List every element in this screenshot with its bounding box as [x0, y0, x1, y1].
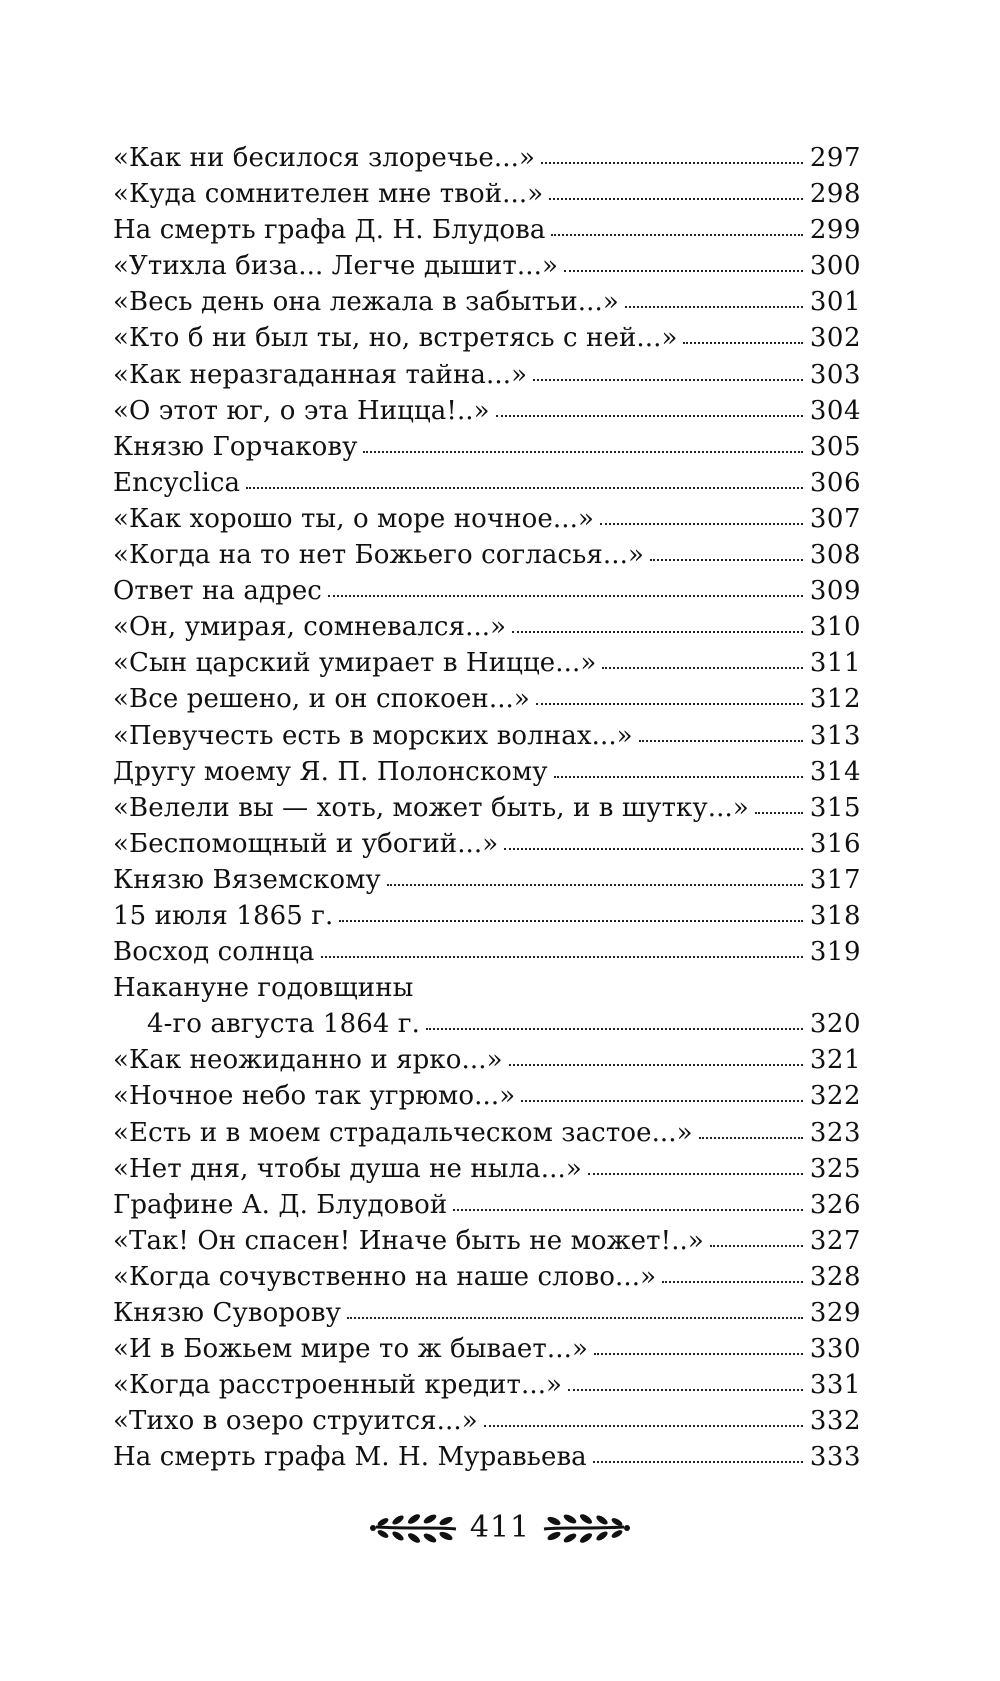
- toc-entry-page: 321: [809, 1045, 861, 1076]
- toc-entry-title: Ответ на адрес: [113, 576, 322, 607]
- table-of-contents: [113, 140, 861, 1475]
- toc-entry: [113, 1439, 861, 1475]
- toc-entry-title: «Сын царский умирает в Ницце...»: [113, 648, 597, 679]
- toc-entry: [113, 609, 861, 645]
- dot-leader: [699, 1135, 803, 1139]
- toc-entry-heading-line: [113, 970, 861, 1006]
- dot-leader: [568, 1387, 803, 1391]
- page-number: 411: [469, 1509, 531, 1545]
- toc-entry-title: «Когда сочувственно на наше слово...»: [113, 1261, 657, 1292]
- toc-entry: [113, 573, 861, 609]
- toc-entry-page: 326: [809, 1189, 861, 1220]
- dot-leader: [662, 1279, 803, 1283]
- toc-entry: [113, 790, 861, 826]
- toc-entry-page: 302: [809, 323, 861, 354]
- toc-entry-page: 318: [809, 900, 861, 931]
- toc-entry-page: 314: [809, 756, 861, 787]
- toc-entry: [113, 357, 861, 393]
- dot-leader: [504, 846, 803, 850]
- dot-leader: [512, 629, 803, 633]
- dot-leader: [339, 918, 803, 922]
- toc-entry: [113, 1078, 861, 1114]
- toc-entry: [113, 140, 861, 176]
- dot-leader: [484, 1423, 803, 1427]
- dot-leader: [625, 304, 803, 308]
- toc-entry-title: На смерть графа Д. Н. Блудова: [113, 215, 546, 246]
- toc-entry: [113, 1367, 861, 1403]
- toc-entry-page: 319: [809, 937, 861, 968]
- toc-entry-title: «Тихо в озеро струится...»: [113, 1406, 478, 1437]
- dot-leader: [639, 738, 803, 742]
- toc-entry: [113, 537, 861, 573]
- dot-leader: [755, 810, 803, 814]
- toc-entry-page: 330: [809, 1334, 861, 1365]
- toc-entry-title: «Как ни бесилося злоречье...»: [113, 143, 536, 173]
- toc-entry-title: «И в Божьем мире то ж бывает...»: [113, 1334, 588, 1365]
- dot-leader: [533, 377, 803, 381]
- toc-entry: [113, 862, 861, 898]
- toc-entry-page: 313: [809, 720, 861, 751]
- toc-entry-title: Восход солнца: [113, 937, 315, 968]
- toc-entry-title: Encyclica: [113, 467, 241, 498]
- toc-entry-page: 331: [809, 1370, 861, 1401]
- toc-entry-page: 308: [809, 540, 861, 571]
- toc-entry-page: 310: [809, 612, 861, 643]
- dot-leader: [321, 954, 804, 958]
- dot-leader: [246, 485, 803, 489]
- toc-entry-title: «Так! Он спасен! Иначе быть не может!..»: [113, 1225, 704, 1256]
- toc-entry-page: 298: [809, 179, 861, 210]
- toc-entry-page: 311: [809, 648, 861, 679]
- dot-leader: [541, 160, 803, 164]
- toc-entry-title: «О этот юг, о эта Ницца!..»: [113, 395, 490, 426]
- toc-entry-page: 329: [809, 1298, 861, 1328]
- dot-leader: [594, 1351, 803, 1355]
- toc-entry-title: «Велели вы — хоть, может быть, и в шутку...»: [113, 792, 749, 823]
- toc-entry-page: 306: [809, 467, 861, 498]
- toc-entry-page: 304: [809, 395, 861, 426]
- toc-entry: [113, 754, 861, 790]
- toc-entry: [113, 465, 861, 501]
- toc-entry-page: 316: [809, 828, 861, 859]
- toc-entry: [113, 1042, 861, 1078]
- toc-entry: [113, 1259, 861, 1295]
- toc-entry-title: Князю Вяземскому: [113, 864, 381, 895]
- dot-leader: [521, 1098, 803, 1102]
- toc-entry-page: 317: [809, 864, 861, 895]
- dot-leader: [387, 882, 803, 886]
- dot-leader: [426, 1026, 803, 1030]
- toc-entry: [113, 1151, 861, 1187]
- toc-entry: [113, 645, 861, 681]
- dot-leader: [549, 196, 803, 200]
- toc-entry-page: 333: [809, 1442, 861, 1473]
- toc-entry-page: 305: [809, 431, 861, 462]
- toc-entry-title: «Нет дня, чтобы душа не ныла...»: [113, 1153, 582, 1184]
- toc-entry-page: 312: [809, 684, 861, 715]
- dot-leader: [509, 1062, 803, 1066]
- toc-entry: [113, 826, 861, 862]
- toc-entry: [113, 176, 861, 212]
- toc-entry-title: 15 июля 1865 г.: [113, 900, 334, 931]
- toc-entry-page: 320: [809, 1009, 861, 1040]
- toc-entry: [113, 284, 861, 320]
- toc-entry-title: «Беспомощный и убогий...»: [113, 828, 499, 859]
- dot-leader: [496, 413, 803, 417]
- toc-entry: [113, 934, 861, 970]
- dot-leader: [453, 1207, 803, 1211]
- toc-entry-page: 309: [809, 576, 861, 607]
- dot-leader: [347, 1315, 803, 1319]
- toc-entry: [113, 1403, 861, 1439]
- toc-entry: [113, 429, 861, 465]
- toc-entry-title: «Утихла биза... Легче дышит...»: [113, 251, 559, 282]
- dot-leader: [602, 665, 803, 669]
- toc-entry-title: «Как неожиданно и ярко...»: [113, 1045, 503, 1076]
- dot-leader: [710, 1243, 803, 1247]
- toc-entry-page: 303: [809, 359, 861, 390]
- page-footer: [0, 1502, 1000, 1552]
- toc-entry-page: 300: [809, 251, 861, 282]
- toc-entry-page: 323: [809, 1117, 861, 1148]
- dot-leader: [328, 593, 803, 597]
- toc-entry-title: «Когда расстроенный кредит...»: [113, 1370, 563, 1401]
- toc-entry: [113, 898, 861, 934]
- toc-entry-title: «Он, умирая, сомневался...»: [113, 612, 507, 643]
- dot-leader: [564, 268, 803, 272]
- toc-entry-page: 315: [809, 792, 861, 823]
- toc-entry-page: 325: [809, 1153, 861, 1184]
- toc-entry: [113, 1187, 861, 1223]
- toc-entry: [113, 1331, 861, 1367]
- toc-entry-title: Князю Суворову: [113, 1298, 342, 1328]
- toc-entry-continuation: [113, 1006, 861, 1042]
- dot-leader: [363, 449, 803, 453]
- toc-entry-title: Другу моему Я. П. Полонскому: [113, 756, 548, 787]
- laurel-branch-icon: [542, 1507, 632, 1547]
- toc-entry-title: «Весь день она лежала в забытьи...»: [113, 287, 619, 318]
- toc-entry-title: «Кто б ни был ты, но, встретясь с ней...»: [113, 323, 678, 354]
- dot-leader: [554, 774, 803, 778]
- dot-leader: [600, 521, 803, 525]
- toc-entry: [113, 501, 861, 537]
- toc-entry: [113, 1223, 861, 1259]
- toc-entry: [113, 212, 861, 248]
- toc-entry-title: «Все решено, и он спокоен...»: [113, 684, 530, 715]
- toc-entry-title: «Как неразгаданная тайна...»: [113, 359, 528, 390]
- dot-leader: [683, 340, 803, 344]
- toc-entry: [113, 1295, 861, 1331]
- toc-entry-title: «Как хорошо ты, о море ночное...»: [113, 503, 594, 534]
- toc-entry-title: «Когда на то нет Божьего согласья...»: [113, 540, 644, 571]
- toc-entry-title: На смерть графа М. Н. Муравьева: [113, 1442, 587, 1473]
- toc-entry-page: 307: [809, 503, 861, 534]
- dot-leader: [536, 701, 803, 705]
- toc-entry-title: «Ночное небо так угрюмо...»: [113, 1081, 516, 1112]
- dot-leader: [650, 557, 803, 561]
- toc-entry: [113, 718, 861, 754]
- toc-entry-title: «Певучесть есть в морских волнах...»: [113, 720, 633, 751]
- toc-entry-page: 327: [809, 1225, 861, 1256]
- toc-entry-title: 4-го августа 1864 г.: [147, 1009, 420, 1040]
- dot-leader: [588, 1171, 803, 1175]
- toc-entry: [113, 681, 861, 717]
- laurel-branch-icon: [368, 1507, 458, 1547]
- toc-entry-title: Князю Горчакову: [113, 431, 358, 462]
- toc-entry-page: 332: [809, 1406, 861, 1437]
- toc-entry-page: 299: [809, 215, 861, 246]
- toc-entry-page: 328: [809, 1261, 861, 1292]
- dot-leader: [551, 232, 803, 236]
- toc-entry: [113, 1115, 861, 1151]
- toc-entry: [113, 248, 861, 284]
- toc-entry-title: Накануне годовщины: [113, 973, 414, 1004]
- toc-entry: [113, 320, 861, 356]
- toc-entry: [113, 393, 861, 429]
- toc-entry-page: 297: [809, 143, 861, 173]
- toc-entry-title: «Куда сомнителен мне твой...»: [113, 179, 544, 210]
- dot-leader: [593, 1459, 803, 1463]
- toc-entry-title: «Есть и в моем страдальческом застое...»: [113, 1117, 693, 1148]
- toc-entry-page: 322: [809, 1081, 861, 1112]
- toc-entry-page: 301: [809, 287, 861, 318]
- toc-entry-title: Графине А. Д. Блудовой: [113, 1189, 448, 1220]
